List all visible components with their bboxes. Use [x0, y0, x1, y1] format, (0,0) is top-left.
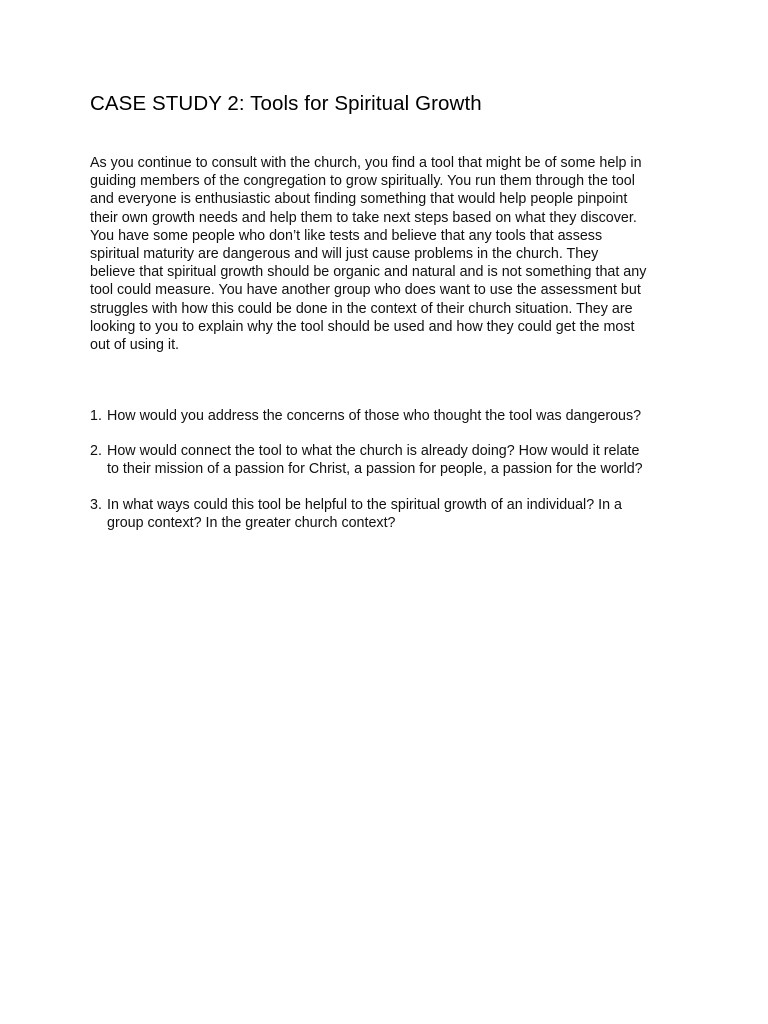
question-list: [90, 407, 690, 549]
intro-paragraph: As you continue to consult with the church, you find a tool that might be of some help in guiding members of the congregation to grow spiritually. You run them through the tool and everyone is enthusiastic about finding something that would help people pinpoint their own growth needs and help them to take next steps based on what they discover. You have some people who don’t like tests and believe that any tools that assess spiritual maturity are dangerous and will just cause problems in the church. They believe that spiritual growth should be organic and natural and is not something that any tool could measure. You have another group who does want to use the assessment but struggles with how this could be done in the context of their church situation. They are looking to you to explain why the tool should be used and how they could get the most out of using it.: [90, 155, 647, 354]
question-item-1: [90, 407, 690, 425]
question-item-2: [90, 442, 690, 478]
question-text: How would connect the tool to what the church is already doing? How would it relate to their mission of a passion for Christ, a passion for people, a passion for the world?: [107, 443, 643, 478]
question-text: How would you address the concerns of those who thought the tool was dangerous?: [107, 408, 642, 424]
question-number: 1.: [90, 408, 102, 424]
question-number: 2.: [90, 443, 102, 460]
question-item-3: [90, 496, 690, 532]
page-title: CASE STUDY 2: Tools for Spiritual Growth: [90, 92, 482, 115]
question-number: 3.: [90, 496, 102, 513]
question-text: In what ways could this tool be helpful to the spiritual growth of an individual? In a group context? In the greater church context?: [107, 496, 622, 531]
